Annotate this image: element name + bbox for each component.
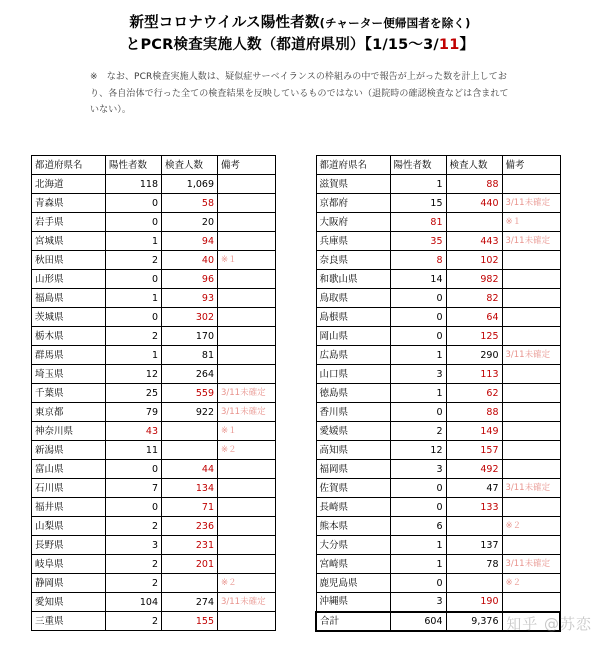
cell-remarks: [218, 498, 276, 517]
cell-positive-count: 0: [106, 270, 162, 289]
cell-positive-count: 15: [390, 194, 446, 213]
cell-prefecture: 埼玉県: [32, 365, 106, 384]
cell-prefecture: 鹿児島県: [316, 574, 390, 593]
table-row: [32, 365, 276, 384]
header-row: [316, 156, 560, 175]
cell-remarks: [218, 612, 276, 631]
cell-test-count: 88: [446, 403, 502, 422]
table-row: [32, 517, 276, 536]
footnote-text: ※ なお、PCR検査実施人数は、疑似症サーベイランスの枠組みの中で報告が上がった数を計上しており、各自治体で行った全ての検査結果を反映しているものではない（退院時の確認検査などは含まれていない）。: [90, 71, 509, 116]
cell-positive-count: 104: [106, 593, 162, 612]
cell-positive-count: 3: [390, 593, 446, 612]
cell-prefecture: 北海道: [32, 175, 106, 194]
cell-positive-count: 2: [106, 574, 162, 593]
cell-test-count: 157: [446, 441, 502, 460]
cell-test-count: 922: [162, 403, 218, 422]
cell-prefecture: 山形県: [32, 270, 106, 289]
cell-prefecture: 愛媛県: [316, 422, 390, 441]
header-tests: 検査人数: [446, 156, 502, 175]
cell-prefecture: 愛知県: [32, 593, 106, 612]
table-row: [316, 574, 560, 593]
cell-remarks: [218, 403, 276, 422]
table-row: [32, 251, 276, 270]
cell-positive-count: 2: [106, 251, 162, 270]
cell-positive-count: 3: [106, 536, 162, 555]
table-row: [316, 213, 560, 232]
cell-remarks: [502, 612, 560, 631]
table-body-right: [316, 175, 560, 631]
cell-prefecture: 広島県: [316, 346, 390, 365]
table-row: [316, 517, 560, 536]
table-row: [32, 194, 276, 213]
header-positive: 陽性者数: [390, 156, 446, 175]
cell-positive-count: 12: [390, 441, 446, 460]
remark-pending-label: 3/11未確定: [505, 483, 551, 493]
header-remarks: 備考: [218, 156, 276, 175]
table-row: [316, 270, 560, 289]
cell-positive-count: 0: [106, 213, 162, 232]
cell-remarks: [218, 517, 276, 536]
cell-remarks: [218, 346, 276, 365]
cell-positive-count: 6: [390, 517, 446, 536]
table-row: [32, 460, 276, 479]
cell-prefecture: 秋田県: [32, 251, 106, 270]
cell-positive-count: 0: [390, 479, 446, 498]
cell-test-count: 443: [446, 232, 502, 251]
cell-remarks: [218, 441, 276, 460]
cell-test-count: 149: [446, 422, 502, 441]
cell-test-count: 96: [162, 270, 218, 289]
cell-remarks: [502, 441, 560, 460]
table-row: [32, 593, 276, 612]
table-row: [32, 346, 276, 365]
right-table-wrapper: [315, 155, 561, 632]
table-row: [32, 308, 276, 327]
cell-positive-count: 0: [106, 194, 162, 213]
remark-pending-label: 3/11未確定: [221, 597, 266, 607]
remark-footnote-mark: ※１: [505, 217, 522, 227]
cell-test-count: 44: [162, 460, 218, 479]
cell-remarks: [218, 422, 276, 441]
cell-prefecture: 山口県: [316, 365, 390, 384]
cell-remarks: [502, 232, 560, 251]
cell-prefecture: 徳島県: [316, 384, 390, 403]
table-row: [32, 403, 276, 422]
cell-prefecture: 栃木県: [32, 327, 106, 346]
cell-positive-count: 11: [106, 441, 162, 460]
cell-prefecture: 群馬県: [32, 346, 106, 365]
cell-prefecture: 富山県: [32, 460, 106, 479]
remark-footnote-mark: ※１: [221, 426, 237, 436]
cell-remarks: [502, 403, 560, 422]
cell-positive-count: 1: [390, 536, 446, 555]
cell-test-count: [446, 574, 502, 593]
table-row: [316, 308, 560, 327]
cell-remarks: [502, 289, 560, 308]
cell-positive-count: 12: [106, 365, 162, 384]
cell-test-count: 94: [162, 232, 218, 251]
cell-prefecture: 山梨県: [32, 517, 106, 536]
table-row: [316, 403, 560, 422]
cell-test-count: 47: [446, 479, 502, 498]
cell-test-count: 58: [162, 194, 218, 213]
prefecture-table-left: [31, 155, 276, 631]
cell-prefecture: 宮城県: [32, 232, 106, 251]
cell-positive-count: 0: [390, 308, 446, 327]
cell-positive-count: 1: [390, 384, 446, 403]
table-row: [316, 441, 560, 460]
header-prefecture: 都道府県名: [316, 156, 390, 175]
cell-prefecture: 新潟県: [32, 441, 106, 460]
cell-test-count: 133: [446, 498, 502, 517]
cell-test-count: 290: [446, 346, 502, 365]
cell-remarks: [218, 384, 276, 403]
cell-positive-count: 43: [106, 422, 162, 441]
table-row: [32, 536, 276, 555]
remark-footnote-mark: ※２: [505, 521, 522, 531]
cell-prefecture: 高知県: [316, 441, 390, 460]
cell-remarks: [502, 536, 560, 555]
table-row: [316, 365, 560, 384]
cell-remarks: [502, 555, 560, 574]
remark-pending-label: 3/11未確定: [505, 236, 551, 246]
table-row: [32, 498, 276, 517]
cell-prefecture: 茨城県: [32, 308, 106, 327]
table-row: [316, 460, 560, 479]
remark-footnote-mark: ※２: [505, 578, 522, 588]
cell-remarks: [502, 422, 560, 441]
cell-positive-count: 3: [390, 365, 446, 384]
cell-remarks: [502, 194, 560, 213]
cell-prefecture: 石川県: [32, 479, 106, 498]
cell-positive-count: 0: [390, 498, 446, 517]
remark-pending-label: 3/11未確定: [221, 407, 266, 417]
cell-positive-count: 118: [106, 175, 162, 194]
cell-positive-count: 35: [390, 232, 446, 251]
cell-remarks: [218, 194, 276, 213]
cell-test-count: 62: [446, 384, 502, 403]
cell-test-count: 1,069: [162, 175, 218, 194]
title-subtitle-text: とPCR検査実施人数（都道府県別）【1/15～3/: [125, 37, 439, 54]
cell-prefecture: 東京都: [32, 403, 106, 422]
table-row: [32, 422, 276, 441]
watermark: 知乎 @苏恋: [506, 615, 592, 633]
remark-footnote-mark: ※２: [221, 445, 237, 455]
cell-test-count: [446, 213, 502, 232]
cell-remarks: [502, 175, 560, 194]
left-table-wrapper: [31, 155, 276, 631]
cell-positive-count: 14: [390, 270, 446, 289]
table-row: [32, 270, 276, 289]
cell-positive-count: 1: [390, 346, 446, 365]
cell-remarks: [218, 327, 276, 346]
cell-prefecture: 香川県: [316, 403, 390, 422]
cell-test-count: 264: [162, 365, 218, 384]
table-row: [32, 441, 276, 460]
cell-remarks: [502, 460, 560, 479]
cell-test-count: 170: [162, 327, 218, 346]
cell-test-count: 40: [162, 251, 218, 270]
cell-positive-count: 1: [106, 289, 162, 308]
table-row: [32, 213, 276, 232]
cell-remarks: [502, 498, 560, 517]
cell-test-count: [162, 441, 218, 460]
cell-prefecture: 長崎県: [316, 498, 390, 517]
table-row: [32, 327, 276, 346]
cell-prefecture: 大分県: [316, 536, 390, 555]
table-row: [316, 346, 560, 365]
table-row: [32, 175, 276, 194]
cell-remarks: [502, 270, 560, 289]
table-row: [316, 289, 560, 308]
cell-prefecture: 島根県: [316, 308, 390, 327]
table-row: [316, 232, 560, 251]
cell-remarks: [218, 270, 276, 289]
cell-test-count: 81: [162, 346, 218, 365]
cell-prefecture: 鳥取県: [316, 289, 390, 308]
cell-prefecture: 和歌山県: [316, 270, 390, 289]
footnote-block: [90, 69, 510, 119]
cell-prefecture: 合計: [316, 612, 390, 631]
cell-test-count: 274: [162, 593, 218, 612]
cell-remarks: [218, 574, 276, 593]
cell-remarks: [502, 384, 560, 403]
table-row: [32, 289, 276, 308]
cell-remarks: [218, 593, 276, 612]
remark-pending-label: 3/11未確定: [221, 388, 266, 398]
cell-positive-count: 2: [390, 422, 446, 441]
cell-test-count: 93: [162, 289, 218, 308]
table-row: [316, 384, 560, 403]
cell-positive-count: 2: [106, 327, 162, 346]
cell-positive-count: 1: [106, 232, 162, 251]
cell-remarks: [502, 517, 560, 536]
cell-remarks: [218, 460, 276, 479]
cell-prefecture: 長野県: [32, 536, 106, 555]
cell-remarks: [502, 308, 560, 327]
cell-prefecture: 宮崎県: [316, 555, 390, 574]
cell-positive-count: 25: [106, 384, 162, 403]
cell-test-count: 113: [446, 365, 502, 384]
cell-positive-count: 79: [106, 403, 162, 422]
cell-prefecture: 静岡県: [32, 574, 106, 593]
table-row: [316, 536, 560, 555]
header-positive: 陽性者数: [106, 156, 162, 175]
cell-test-count: [162, 574, 218, 593]
header-prefecture: 都道府県名: [32, 156, 106, 175]
table-row: [316, 251, 560, 270]
cell-prefecture: 佐賀県: [316, 479, 390, 498]
cell-remarks: [502, 213, 560, 232]
table-row: [316, 327, 560, 346]
cell-positive-count: 1: [390, 555, 446, 574]
cell-remarks: [218, 232, 276, 251]
cell-positive-count: 0: [390, 403, 446, 422]
cell-remarks: [502, 574, 560, 593]
cell-test-count: 20: [162, 213, 218, 232]
cell-prefecture: 熊本県: [316, 517, 390, 536]
header-row: [32, 156, 276, 175]
cell-prefecture: 滋賀県: [316, 175, 390, 194]
header-remarks: 備考: [502, 156, 560, 175]
cell-positive-count: 604: [390, 612, 446, 631]
cell-remarks: [502, 365, 560, 384]
table-row: [32, 479, 276, 498]
page-title: [0, 0, 600, 57]
cell-test-count: 125: [446, 327, 502, 346]
cell-test-count: 78: [446, 555, 502, 574]
cell-positive-count: 7: [106, 479, 162, 498]
title-line-1: [0, 12, 600, 34]
cell-prefecture: 岩手県: [32, 213, 106, 232]
table-total-row: [316, 612, 560, 631]
table-row: [32, 612, 276, 631]
cell-prefecture: 三重県: [32, 612, 106, 631]
table-row: [316, 593, 560, 612]
cell-positive-count: 3: [390, 460, 446, 479]
cell-test-count: 155: [162, 612, 218, 631]
cell-remarks: [502, 593, 560, 612]
cell-positive-count: 1: [106, 346, 162, 365]
cell-test-count: 201: [162, 555, 218, 574]
cell-prefecture: 福島県: [32, 289, 106, 308]
cell-test-count: [446, 517, 502, 536]
cell-positive-count: 0: [106, 460, 162, 479]
remark-footnote-mark: ※１: [221, 255, 237, 265]
cell-test-count: 88: [446, 175, 502, 194]
cell-prefecture: 兵庫県: [316, 232, 390, 251]
cell-remarks: [218, 289, 276, 308]
remark-footnote-mark: ※２: [221, 578, 237, 588]
table-row: [316, 555, 560, 574]
cell-positive-count: 0: [390, 574, 446, 593]
cell-positive-count: 1: [390, 175, 446, 194]
cell-prefecture: 奈良県: [316, 251, 390, 270]
table-row: [316, 422, 560, 441]
cell-remarks: [218, 479, 276, 498]
table-row: [316, 479, 560, 498]
cell-prefecture: 大阪府: [316, 213, 390, 232]
title-date-accent: 11: [438, 37, 460, 54]
cell-test-count: 137: [446, 536, 502, 555]
cell-prefecture: 神奈川県: [32, 422, 106, 441]
cell-remarks: [218, 175, 276, 194]
cell-prefecture: 福岡県: [316, 460, 390, 479]
cell-positive-count: 0: [106, 308, 162, 327]
cell-prefecture: 岡山県: [316, 327, 390, 346]
title-paren-text: (チャーター便帰国者を除く): [319, 16, 471, 30]
cell-remarks: [218, 365, 276, 384]
title-bracket-close: 】: [459, 37, 475, 54]
cell-prefecture: 青森県: [32, 194, 106, 213]
remark-pending-label: 3/11未確定: [505, 350, 551, 360]
cell-prefecture: 沖縄県: [316, 593, 390, 612]
header-tests: 検査人数: [162, 156, 218, 175]
cell-test-count: 190: [446, 593, 502, 612]
cell-positive-count: 2: [106, 555, 162, 574]
cell-test-count: 302: [162, 308, 218, 327]
cell-test-count: 82: [446, 289, 502, 308]
cell-prefecture: 千葉県: [32, 384, 106, 403]
cell-positive-count: 2: [106, 612, 162, 631]
table-row: [32, 555, 276, 574]
cell-positive-count: 0: [106, 498, 162, 517]
cell-prefecture: 福井県: [32, 498, 106, 517]
table-row: [32, 574, 276, 593]
title-main-text: 新型コロナウイルス陽性者数: [129, 15, 320, 31]
cell-test-count: 982: [446, 270, 502, 289]
table-row: [32, 232, 276, 251]
cell-remarks: [218, 251, 276, 270]
table-header-left: [32, 156, 276, 175]
cell-positive-count: 81: [390, 213, 446, 232]
cell-remarks: [502, 327, 560, 346]
cell-positive-count: 0: [390, 289, 446, 308]
cell-remarks: [218, 213, 276, 232]
remark-pending-label: 3/11未確定: [505, 559, 551, 569]
cell-remarks: [218, 536, 276, 555]
cell-remarks: [502, 251, 560, 270]
cell-test-count: 440: [446, 194, 502, 213]
cell-test-count: 102: [446, 251, 502, 270]
table-row: [32, 384, 276, 403]
cell-positive-count: 8: [390, 251, 446, 270]
remark-pending-label: 3/11未確定: [505, 198, 551, 208]
cell-remarks: [218, 308, 276, 327]
cell-remarks: [502, 479, 560, 498]
cell-test-count: 559: [162, 384, 218, 403]
cell-remarks: [218, 555, 276, 574]
cell-positive-count: 0: [390, 327, 446, 346]
table-row: [316, 498, 560, 517]
table-row: [316, 175, 560, 194]
cell-test-count: 71: [162, 498, 218, 517]
prefecture-table-right: [315, 155, 561, 632]
table-header-right: [316, 156, 560, 175]
cell-test-count: 64: [446, 308, 502, 327]
table-row: [316, 194, 560, 213]
cell-test-count: 9,376: [446, 612, 502, 631]
cell-prefecture: 京都府: [316, 194, 390, 213]
cell-remarks: [502, 346, 560, 365]
cell-test-count: [162, 422, 218, 441]
cell-positive-count: 2: [106, 517, 162, 536]
cell-test-count: 492: [446, 460, 502, 479]
cell-test-count: 231: [162, 536, 218, 555]
table-body-left: [32, 175, 276, 631]
title-line-2: [0, 34, 600, 56]
cell-prefecture: 岐阜県: [32, 555, 106, 574]
cell-test-count: 236: [162, 517, 218, 536]
cell-test-count: 134: [162, 479, 218, 498]
